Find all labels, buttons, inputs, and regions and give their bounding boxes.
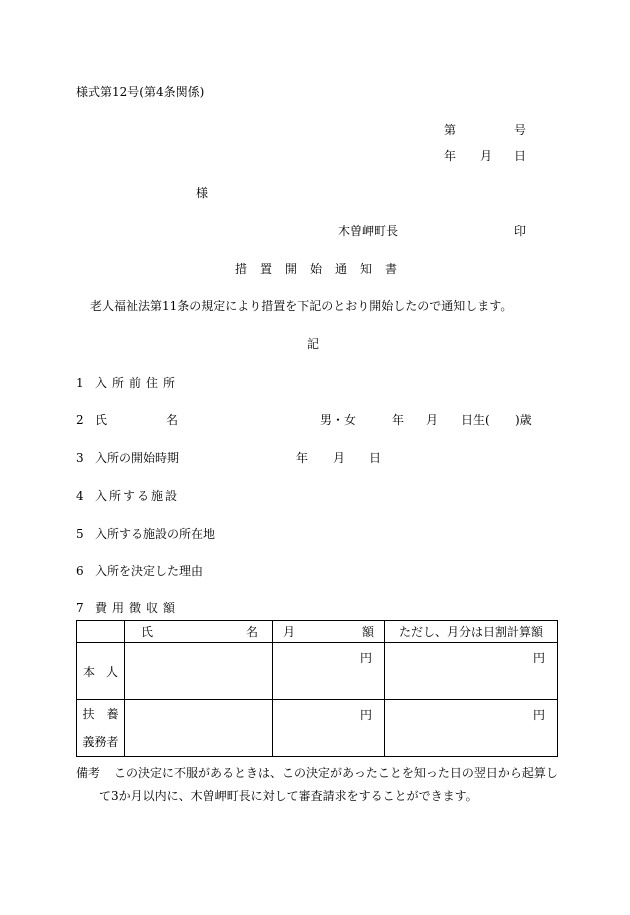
fee-table-header xyxy=(77,621,558,643)
daily-amount-cell[interactable] xyxy=(385,700,558,757)
header-name-b: 名 xyxy=(245,625,258,639)
remarks-line-1: この決定に不服があるときは、この決定があったことを知った日の翌日から起算し xyxy=(114,766,558,780)
fee-table xyxy=(76,620,558,757)
name-input-cell[interactable] xyxy=(125,700,273,757)
header-name-a: 氏 xyxy=(141,625,154,639)
table-row xyxy=(77,643,558,700)
age-label: )歳 xyxy=(515,413,532,427)
date-month: 月 xyxy=(480,149,493,163)
header-daily-cell xyxy=(385,621,558,643)
intro-text: 老人福祉法第11条の規定により措置を下記のとおり開始したので通知します。 xyxy=(90,299,513,313)
item-7-label: 費用徴収額 xyxy=(95,601,181,615)
date-day: 日 xyxy=(514,149,527,163)
item-1-label: 入所前住所 xyxy=(95,376,181,390)
yen-unit: 円 xyxy=(359,708,372,722)
addressee-suffix: 様 xyxy=(196,186,209,200)
birth-year: 年 xyxy=(392,413,405,427)
item-6-number: 6 xyxy=(76,564,84,578)
item-3-number: 3 xyxy=(76,451,84,465)
row-label-1: 本 xyxy=(83,664,96,679)
yen-unit: 円 xyxy=(532,708,545,722)
item-5-number: 5 xyxy=(76,527,84,541)
header-empty-cell xyxy=(77,621,125,643)
header-month-a: 月 xyxy=(283,625,296,639)
seal-mark: 印 xyxy=(514,224,527,238)
item-2-number: 2 xyxy=(76,413,84,427)
header-daily-label: ただし、月分は日割計算額 xyxy=(398,625,543,639)
item-1-number: 1 xyxy=(76,376,84,390)
header-month-b: 額 xyxy=(361,625,374,639)
form-number: 様式第12号(第4条関係) xyxy=(76,85,205,99)
row-label-cell xyxy=(77,643,125,700)
issuer-name: 木曽岬町長 xyxy=(338,224,399,238)
item-2-label-b: 名 xyxy=(166,413,179,427)
yen-unit: 円 xyxy=(532,651,545,665)
date-year: 年 xyxy=(444,149,457,163)
birth-month: 月 xyxy=(426,413,439,427)
document-title: 措置開始通知書 xyxy=(235,262,411,276)
start-year: 年 xyxy=(296,451,309,465)
monthly-amount-cell[interactable] xyxy=(273,643,385,700)
table-row xyxy=(77,700,558,757)
item-3-label: 入所の開始時期 xyxy=(95,451,180,465)
doc-number-prefix: 第 xyxy=(444,123,457,137)
header-monthly-cell xyxy=(273,621,385,643)
item-7-number: 7 xyxy=(76,601,84,615)
sex-choice: 男・女 xyxy=(320,413,357,427)
item-4-number: 4 xyxy=(76,489,84,503)
item-6-label: 入所を決定した理由 xyxy=(95,564,204,578)
start-day: 日 xyxy=(369,451,382,465)
row-label-2: 人 xyxy=(105,664,118,679)
doc-number-suffix: 号 xyxy=(514,123,527,137)
header-name-cell xyxy=(125,621,273,643)
birth-day: 日生( xyxy=(461,413,490,427)
remarks-label: 備考 xyxy=(76,766,101,780)
daily-amount-cell[interactable] xyxy=(385,643,558,700)
row-label-cell xyxy=(77,700,125,757)
start-month: 月 xyxy=(333,451,346,465)
row-label-1: 扶 養 xyxy=(82,707,119,721)
name-input-cell[interactable] xyxy=(125,643,273,700)
item-4-label: 入所する施設 xyxy=(95,489,180,503)
yen-unit: 円 xyxy=(359,651,372,665)
item-5-label: 入所する施設の所在地 xyxy=(95,527,216,541)
row-label-2: 義務者 xyxy=(82,735,119,749)
remarks-line-2: て3か月以内に、木曽岬町長に対して審査請求をすることができます。 xyxy=(99,789,478,803)
ki-heading: 記 xyxy=(307,337,320,351)
item-2-label-a: 氏 xyxy=(95,413,108,427)
monthly-amount-cell[interactable] xyxy=(273,700,385,757)
